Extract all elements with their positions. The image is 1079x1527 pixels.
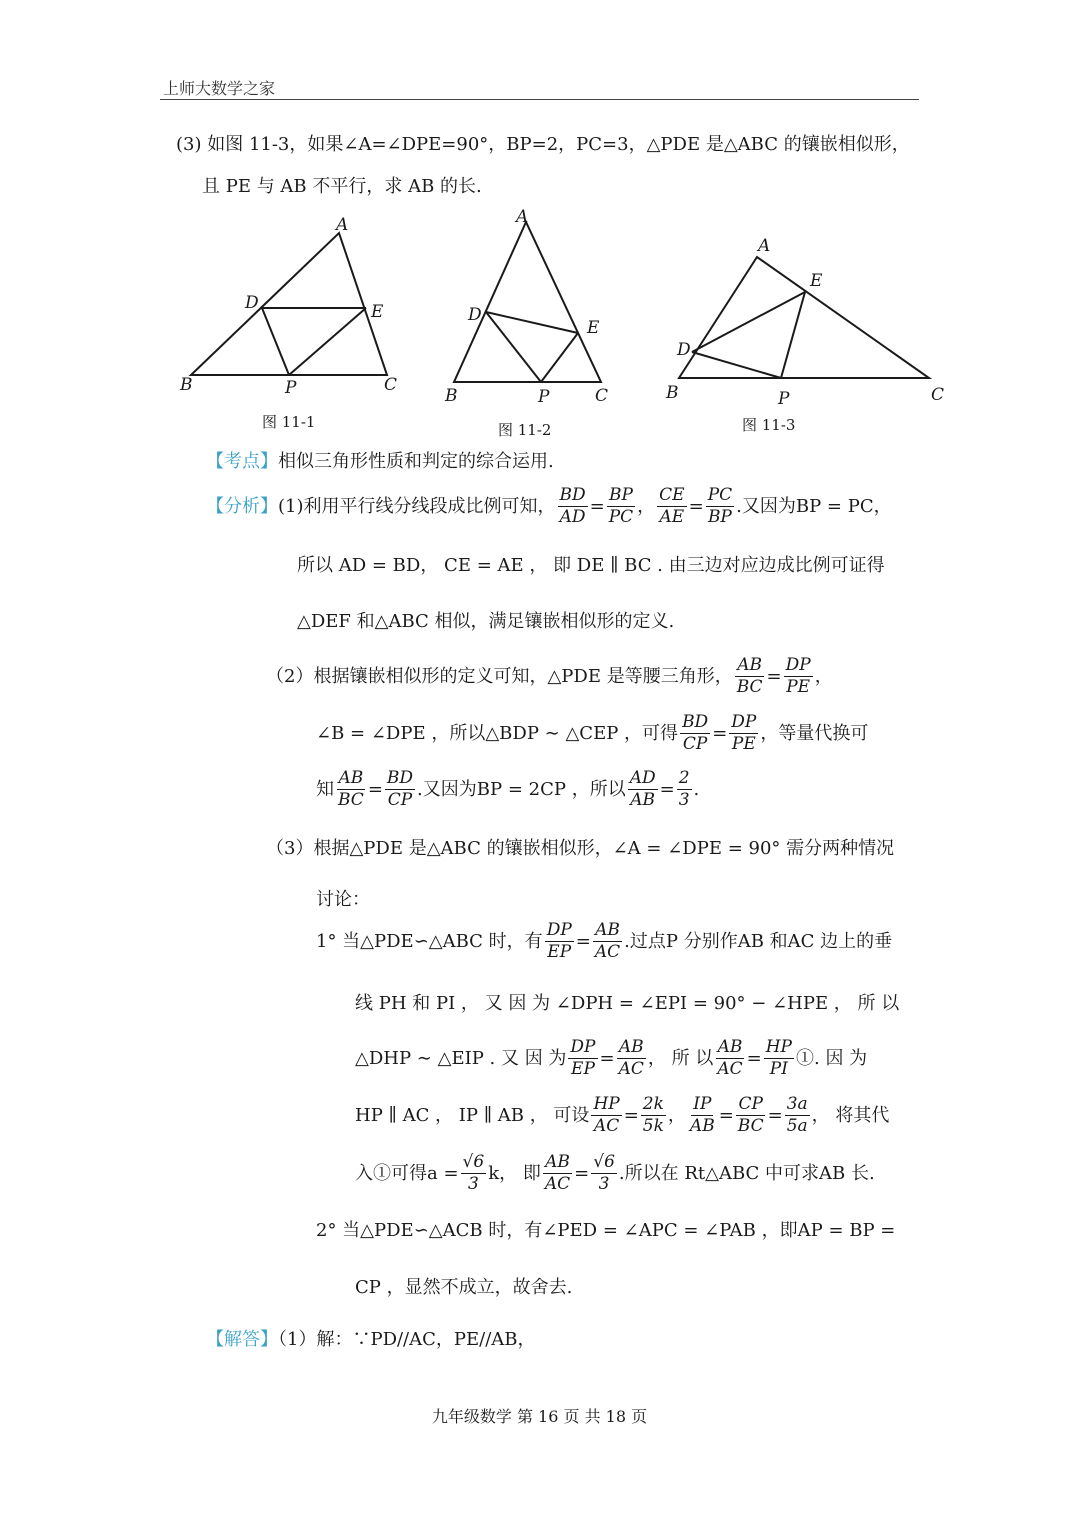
frac-ab-ac-2: $\frac{AB}{AC}$ bbox=[618, 1037, 644, 1079]
fig1-label-P: P bbox=[285, 378, 297, 398]
case2-line-2: CP ，显然不成立，故舍去. bbox=[355, 1277, 573, 1298]
fenxi-p2-line-3: 知 $\frac{AB}{BC}$ = $\frac{BD}{CP}$ .又因为BP = 2CP ，所以 $\frac{AD}{AB}$ = $\frac{2}{3}$ . bbox=[316, 768, 700, 810]
figure-caption-3: 图 11-3 bbox=[742, 416, 796, 434]
kaodian-tag: 【考点】 bbox=[206, 451, 278, 472]
jieda-tag: 【解答】 bbox=[206, 1329, 278, 1350]
page-footer: 九年级数学 第 16 页 共 18 页 bbox=[431, 1407, 648, 1426]
figure-caption-1: 图 11-1 bbox=[262, 413, 316, 431]
frac-ce-ae: $\frac{CE}{AE}$ bbox=[659, 485, 685, 527]
frac-bp-pc: $\frac{BP}{PC}$ bbox=[608, 485, 634, 527]
fig2-label-C: C bbox=[595, 386, 609, 406]
frac-ab-ac-4: $\frac{AB}{AC}$ bbox=[544, 1152, 571, 1194]
fig3-label-C: C bbox=[931, 385, 945, 405]
fig2-label-D: D bbox=[468, 305, 482, 325]
case1-line-4: HP ∥ AC ， IP ∥ AB ， 可设 $\frac{HP}{AC}$ = $\frac{2k}{5k}$ ， $\frac{IP}{AB}$ = $\frac{CP}{BC}$ = $\frac{3a}{5a}$ ， 将其代 bbox=[355, 1094, 890, 1136]
fig3-label-D: D bbox=[677, 340, 691, 360]
case1-line-2: 线 PH 和 PI ， 又 因 为 ∠DPH = ∠EPI = 90° − ∠HPE ， 所 以 bbox=[355, 993, 900, 1014]
figure-11-2 bbox=[454, 222, 601, 382]
frac-dp-pe-2: $\frac{DP}{PE}$ bbox=[731, 712, 757, 754]
fenxi-line-1: 【分析】 (1)利用平行线分线段成比例可知， $\frac{BD}{AD}$ = $\frac{BP}{PC}$ ， $\frac{CE}{AE}$ = $\frac{PC}{BP}$ .又因为BP = PC， bbox=[206, 485, 892, 527]
frac-3a-5a: $\frac{3a}{5a}$ bbox=[786, 1094, 808, 1136]
frac-2-3: $\frac{2}{3}$ bbox=[678, 768, 690, 810]
fenxi-p3-line-2: 讨论： bbox=[316, 889, 370, 910]
jieda-line bbox=[206, 1329, 536, 1351]
problem-line-2: 且 PE 与 AB 不平行，求 AB 的长. bbox=[202, 176, 482, 197]
fig1-label-B: B bbox=[180, 375, 193, 395]
fenxi-p2-line-2: ∠B = ∠DPE ，所以△BDP ∼ △CEP ，可得 $\frac{BD}{CP}$ = $\frac{DP}{PE}$ ，等量代换可 bbox=[316, 712, 869, 754]
fig1-label-E: E bbox=[371, 302, 384, 322]
fig1-label-A: A bbox=[336, 215, 349, 235]
kaodian-line bbox=[206, 451, 554, 473]
case1-line-5: 入①可得a = $\frac{√6}{3}$ k， 即 $\frac{AB}{AC}$ = $\frac{√6}{3}$ .所以在 Rt△ABC 中可求AB 长. bbox=[355, 1152, 875, 1194]
fig3-label-E: E bbox=[810, 271, 823, 291]
frac-ab-ac: $\frac{AB}{AC}$ bbox=[594, 920, 621, 962]
figure-caption-2: 图 11-2 bbox=[498, 421, 552, 439]
fenxi-p2-line-1: （2）根据镶嵌相似形的定义可知，△PDE 是等腰三角形， $\frac{AB}{BC}$ = $\frac{DP}{PE}$ ， bbox=[266, 655, 833, 697]
frac-2k-5k: $\frac{2k}{5k}$ bbox=[642, 1094, 664, 1136]
frac-dp-ep-2: $\frac{DP}{EP}$ bbox=[570, 1037, 596, 1079]
frac-ab-bc: $\frac{AB}{BC}$ bbox=[736, 655, 763, 697]
fig3-label-P: P bbox=[778, 389, 790, 409]
fig3-label-B: B bbox=[666, 383, 679, 403]
fig1-label-C: C bbox=[384, 375, 398, 395]
fenxi-tag: 【分析】 bbox=[206, 495, 278, 517]
fig3-label-A: A bbox=[758, 236, 771, 256]
frac-pc-bp: $\frac{PC}{BP}$ bbox=[707, 485, 733, 527]
frac-ab-bc-2: $\frac{AB}{BC}$ bbox=[338, 768, 364, 810]
fenxi-p1-tail: .又因为BP = PC， bbox=[736, 495, 892, 517]
frac-bd-cp: $\frac{BD}{CP}$ bbox=[682, 712, 709, 754]
figure-11-3 bbox=[679, 257, 929, 378]
frac-bd-ad: $\frac{BD}{AD}$ bbox=[559, 485, 586, 527]
case1-line-1: 1° 当△PDE∽△ABC 时，有 $\frac{DP}{EP}$ = $\frac{AB}{AC}$ .过点P 分别作AB 和AC 边上的垂 bbox=[316, 920, 893, 962]
frac-cp-bc: $\frac{CP}{BC}$ bbox=[737, 1094, 764, 1136]
kaodian-text: 相似三角形性质和判定的综合运用. bbox=[278, 451, 554, 472]
fig2-label-E: E bbox=[587, 318, 600, 338]
frac-sqrt6-3-2: $\frac{√6}{3}$ bbox=[593, 1152, 615, 1194]
fig2-label-B: B bbox=[445, 386, 458, 406]
jieda-text: （1）解：∵PD//AC，PE//AB， bbox=[278, 1329, 536, 1350]
frac-dp-ep: $\frac{DP}{EP}$ bbox=[546, 920, 572, 962]
frac-bd-cp-2: $\frac{BD}{CP}$ bbox=[386, 768, 414, 810]
frac-ad-ab: $\frac{AD}{AB}$ bbox=[629, 768, 656, 810]
fenxi-p1-line-2: 所以 AD = BD， CE = AE ， 即 DE ∥ BC . 由三边对应边成比例可证得 bbox=[297, 555, 885, 576]
header-rule bbox=[160, 99, 919, 100]
header-title: 上师大数学之家 bbox=[163, 79, 276, 98]
fig2-label-A: A bbox=[516, 207, 529, 227]
case1-line-3: △DHP ∼ △EIP . 又 因 为 $\frac{DP}{EP}$ = $\frac{AB}{AC}$ ， 所 以 $\frac{AB}{AC}$ = $\frac{HP}{PI}$ ①. 因 为 bbox=[355, 1037, 868, 1079]
frac-ip-ab: $\frac{IP}{AB}$ bbox=[689, 1094, 715, 1136]
figure-11-1 bbox=[191, 233, 387, 375]
frac-sqrt6-3: $\frac{√6}{3}$ bbox=[462, 1152, 485, 1194]
fenxi-p3-line-1: （3）根据△PDE 是△ABC 的镶嵌相似形，∠A = ∠DPE = 90° 需分两种情况 bbox=[266, 838, 895, 859]
frac-dp-pe: $\frac{DP}{PE}$ bbox=[785, 655, 811, 697]
fig2-label-P: P bbox=[538, 387, 550, 407]
fenxi-p1-lead: (1)利用平行线分线段成比例可知， bbox=[278, 495, 556, 517]
frac-ab-ac-3: $\frac{AB}{AC}$ bbox=[717, 1037, 743, 1079]
frac-hp-pi: $\frac{HP}{PI}$ bbox=[765, 1037, 792, 1079]
frac-hp-ac: $\frac{HP}{AC}$ bbox=[593, 1094, 620, 1136]
fenxi-p1-line-3: △DEF 和△ABC 相似，满足镶嵌相似形的定义. bbox=[297, 611, 675, 632]
geometry-figures bbox=[0, 200, 1079, 440]
case2-line-1: 2° 当△PDE∽△ACB 时，有∠PED = ∠APC = ∠PAB ，即AP = BP = bbox=[316, 1220, 896, 1241]
problem-line-1: (3) 如图 11-3，如果∠A=∠DPE=90°，BP=2，PC=3，△PDE 是△ABC 的镶嵌相似形， bbox=[176, 134, 910, 155]
fig1-label-D: D bbox=[245, 293, 259, 313]
